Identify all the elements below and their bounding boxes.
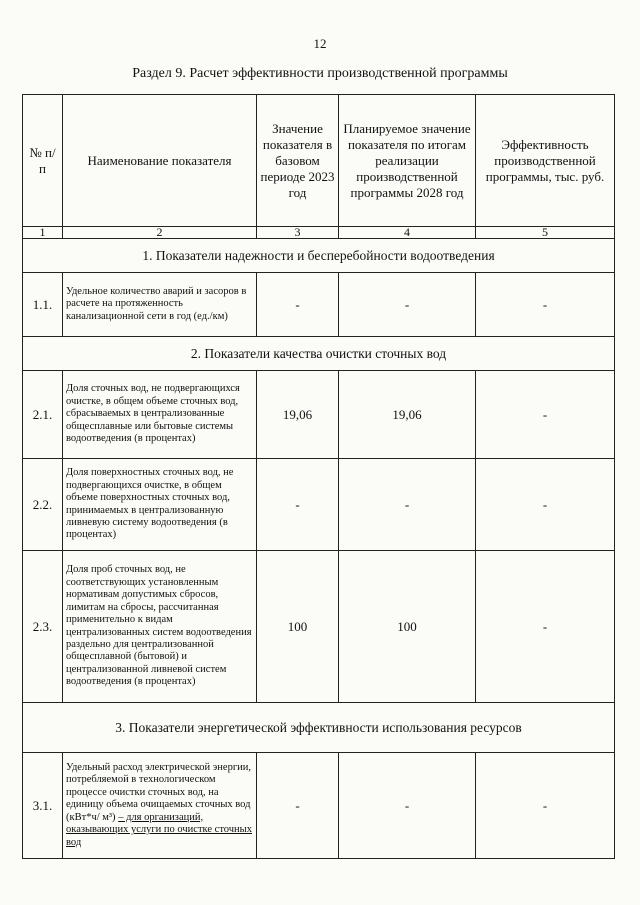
group-header-row bbox=[23, 337, 615, 371]
column-number: 2 bbox=[63, 227, 257, 239]
plan-value: - bbox=[339, 273, 476, 337]
column-number: 3 bbox=[257, 227, 339, 239]
header-name: Наименование показателя bbox=[63, 95, 257, 227]
base-value: 100 bbox=[257, 551, 339, 703]
group-title: 2. Показатели качества очистки сточных вод bbox=[23, 337, 615, 371]
base-value: 19,06 bbox=[257, 371, 339, 459]
column-number: 5 bbox=[476, 227, 615, 239]
header-base-value: Значение показателя в базовом периоде 2023 год bbox=[257, 95, 339, 227]
plan-value: - bbox=[339, 753, 476, 859]
row-number: 1.1. bbox=[23, 273, 63, 337]
table-row bbox=[23, 551, 615, 703]
table-header-row bbox=[23, 95, 615, 227]
plan-value: 19,06 bbox=[339, 371, 476, 459]
efficiency-table bbox=[22, 94, 615, 859]
efficiency-value: - bbox=[476, 551, 615, 703]
table-row bbox=[23, 753, 615, 859]
row-number: 2.3. bbox=[23, 551, 63, 703]
indicator-name bbox=[63, 753, 257, 859]
section-title: Раздел 9. Расчет эффективности производственной программы bbox=[132, 66, 508, 81]
plan-value: - bbox=[339, 459, 476, 551]
indicator-name: Удельное количество аварий и засоров в расчете на протяженность канализационной сети в год (ед./км) bbox=[63, 273, 257, 337]
row-number: 2.1. bbox=[23, 371, 63, 459]
table-row bbox=[23, 273, 615, 337]
column-number: 4 bbox=[339, 227, 476, 239]
header-num: № п/п bbox=[23, 95, 63, 227]
base-value: - bbox=[257, 459, 339, 551]
indicator-name-main: Удельный расход электрической энергии, потребляемой в технологическом процессе очистки сточных вод, на единицу объема очищаемых сточных вод (кВт*ч/ м³) bbox=[66, 762, 252, 823]
table-row bbox=[23, 371, 615, 459]
column-number-row bbox=[23, 227, 615, 239]
group-header-row bbox=[23, 239, 615, 273]
base-value: - bbox=[257, 753, 339, 859]
group-title: 3. Показатели энергетической эффективности использования ресурсов bbox=[23, 703, 615, 753]
row-number: 2.2. bbox=[23, 459, 63, 551]
efficiency-value: - bbox=[476, 273, 615, 337]
indicator-name-note: – для организаций, оказывающих услуги по очистке сточных вод bbox=[66, 811, 252, 848]
group-title: 1. Показатели надежности и бесперебойности водоотведения bbox=[23, 239, 615, 273]
page-number: 12 bbox=[313, 36, 327, 51]
plan-value: 100 bbox=[339, 551, 476, 703]
indicator-name: Доля сточных вод, не подвергающихся очистке, в общем объеме сточных вод, сбрасываемых в централизованные общесплавные или бытовые системы водоотведения (в процентах) bbox=[63, 371, 257, 459]
base-value: - bbox=[257, 273, 339, 337]
column-number: 1 bbox=[23, 227, 63, 239]
indicator-name: Доля проб сточных вод, не соответствующих установленным нормативам допустимых сбросов, лимитам на сбросы, рассчитанная применительно к видам централизованных систем водоотведения раздельно для централизованной общесплавной (бытовой) и централизованной ливневой систем водоотведения (в процентах) bbox=[63, 551, 257, 703]
header-efficiency: Эффективность производственной программы, тыс. руб. bbox=[476, 95, 615, 227]
header-plan-value: Планируемое значение показателя по итогам реализации производственной программы 2028 год bbox=[339, 95, 476, 227]
table-row bbox=[23, 459, 615, 551]
indicator-name: Доля поверхностных сточных вод, не подвергающихся очистке, в общем объеме поверхностных сточных вод, принимаемых в централизованную ливневую систему водоотведения (в процентах) bbox=[63, 459, 257, 551]
efficiency-value: - bbox=[476, 753, 615, 859]
efficiency-value: - bbox=[476, 371, 615, 459]
row-number: 3.1. bbox=[23, 753, 63, 859]
efficiency-value: - bbox=[476, 459, 615, 551]
group-header-row bbox=[23, 703, 615, 753]
